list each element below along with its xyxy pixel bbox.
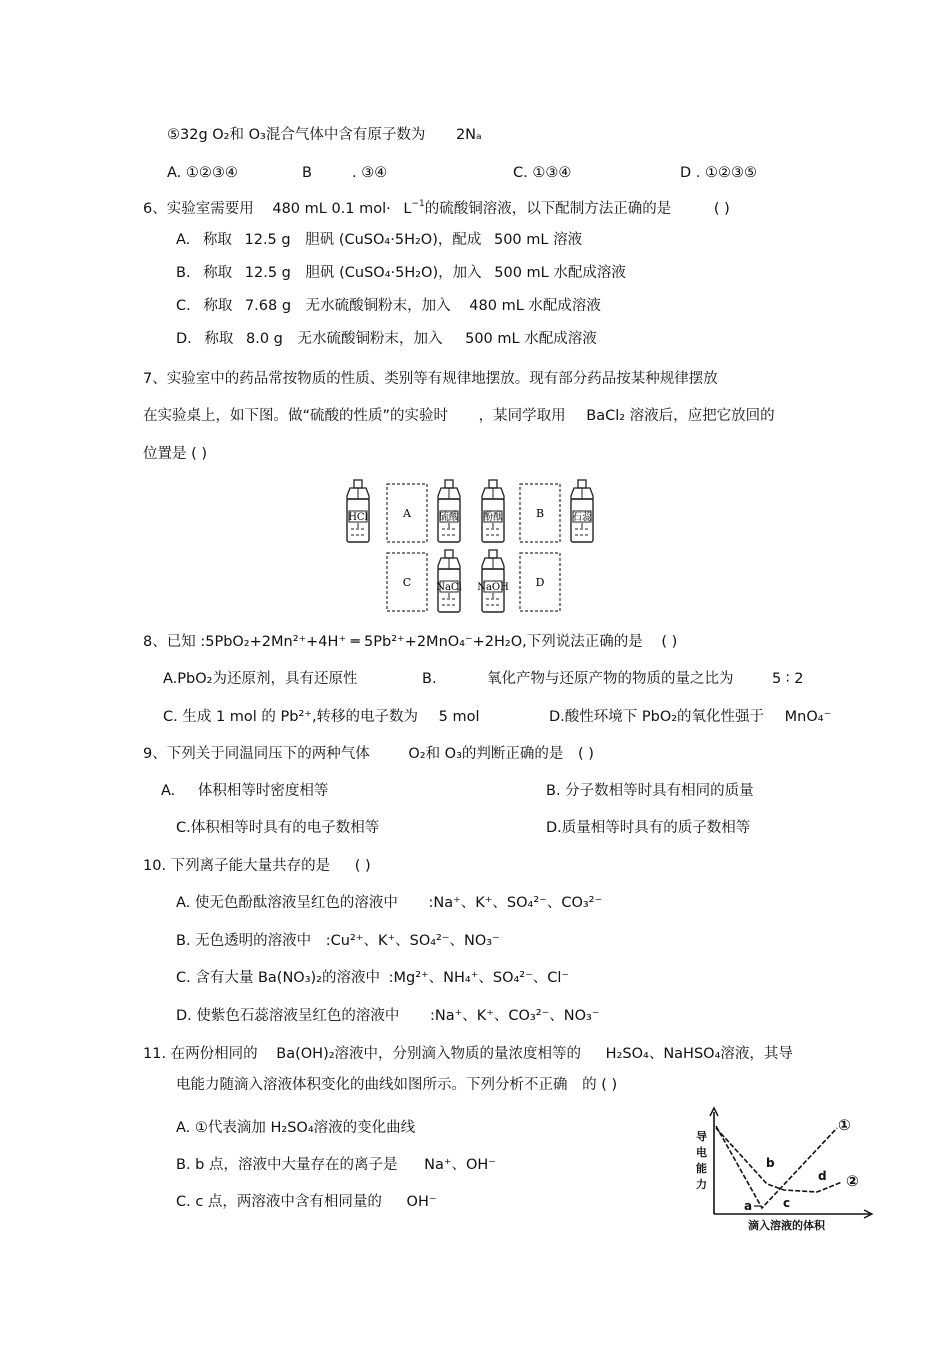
q9-stem bbox=[143, 745, 594, 763]
q6-stem-a: 6、实验室需要用 bbox=[143, 201, 254, 217]
q6-c-mass: 7.68 g bbox=[244, 298, 292, 314]
q6-d-desc: 无水硫酸铜粉末，加入 bbox=[297, 331, 443, 347]
q10-d-ions: :Na⁺、K⁺、CO₃²⁻、NO₃⁻ bbox=[430, 1008, 600, 1024]
point-c-label: c bbox=[783, 1196, 791, 1210]
q7-bottle-figure bbox=[340, 470, 605, 620]
q8-option-c-tail: 5 mol bbox=[438, 709, 480, 725]
q11-line2-text: 电能力随滴入溶液体积变化的曲线如图所示。下列分析不正确 bbox=[176, 1077, 568, 1093]
bottle-nacl bbox=[436, 550, 462, 612]
q5-option-d[interactable]: D . ①②③⑤ bbox=[680, 165, 757, 181]
q9-option-b[interactable]: B. 分子数相等时具有相同的质量 bbox=[546, 783, 754, 799]
q6-b-verb: 称取 bbox=[203, 265, 233, 281]
q8-option-a[interactable]: A.PbO₂为还原剂，具有还原性 bbox=[163, 671, 358, 687]
q11-c-tail: OH⁻ bbox=[406, 1194, 437, 1210]
bottle-nacl-label: NaCl bbox=[436, 582, 462, 593]
q6-b-volume: 500 mL 水配成溶液 bbox=[494, 265, 626, 281]
q10-b-ions: :Cu²⁺、K⁺、SO₄²⁻、NO₃⁻ bbox=[325, 933, 500, 949]
q7-line2-a: 在实验桌上，如下图。做“硫酸的性质”的实验时 bbox=[143, 408, 449, 424]
q10-c-text: C. 含有大量 Ba(NO₃)₂的溶液中 bbox=[176, 970, 380, 986]
curve-1-label: ① bbox=[838, 1116, 851, 1134]
bottle-phenolphthalein bbox=[482, 480, 504, 542]
q10-option-b[interactable] bbox=[176, 932, 500, 950]
q6-d-volume: 500 mL 水配成溶液 bbox=[465, 331, 597, 347]
curve-1 bbox=[716, 1126, 837, 1208]
q6-a-mass: 12.5 g bbox=[244, 232, 291, 248]
q10-answer-paren: ( ) bbox=[354, 858, 371, 874]
slot-b-label: B bbox=[535, 507, 545, 520]
q7-stem-line2 bbox=[143, 407, 775, 425]
q9-stem-a: 9、下列关于同温同压下的两种气体 bbox=[143, 746, 370, 762]
q7-stem-line1: 7、实验室中的药品常按物质的性质、类别等有规律地摆放。现有部分药品按某种规律摆放 bbox=[143, 371, 718, 387]
q10-stem bbox=[143, 857, 371, 875]
q10-d-text: D. 使紫色石蕊溶液呈红色的溶液中 bbox=[176, 1008, 400, 1024]
q6-b-mass: 12.5 g bbox=[244, 265, 291, 281]
q6-a-label: A. bbox=[176, 232, 191, 248]
bottle-hcl-label: HCl bbox=[348, 512, 368, 523]
q8-option-c-text: C. 生成 1 mol 的 Pb²⁺,转移的电子数为 bbox=[163, 709, 419, 725]
q5-statement-text: ⑤32g O₂和 O₃混合气体中含有原子数为 bbox=[167, 127, 426, 143]
q10-b-text: B. 无色透明的溶液中 bbox=[176, 933, 312, 949]
q11-stem-a: 11. 在两份相同的 bbox=[143, 1046, 258, 1062]
q8-option-d-tail: MnO₄⁻ bbox=[784, 709, 832, 725]
point-a-label: a bbox=[744, 1199, 753, 1213]
q8-answer-paren: ( ) bbox=[661, 634, 678, 650]
q11-stem-line1 bbox=[143, 1045, 793, 1063]
q5-statement-tail: 2Nₐ bbox=[455, 127, 482, 143]
slot-c-label: C bbox=[402, 576, 412, 589]
q6-option-c[interactable] bbox=[176, 297, 601, 315]
q6-stem-b: 480 mL 0.1 mol· bbox=[272, 201, 391, 217]
q8-option-d-text: D.酸性环境下 PbO₂的氧化性强于 bbox=[549, 709, 765, 725]
q6-option-d[interactable] bbox=[176, 330, 597, 348]
q6-b-desc: 胆矾 (CuSO₄·5H₂O)，加入 bbox=[305, 265, 482, 281]
q9-option-a[interactable] bbox=[161, 782, 328, 800]
q10-stem-text: 10. 下列离子能大量共存的是 bbox=[143, 858, 331, 874]
y-label-char-4: 力 bbox=[696, 1178, 707, 1191]
bottle-hcl bbox=[347, 480, 369, 542]
q8-option-d[interactable] bbox=[549, 708, 831, 726]
q10-option-a[interactable] bbox=[176, 894, 602, 912]
q11-stem-line2 bbox=[176, 1076, 617, 1094]
q6-a-verb: 称取 bbox=[202, 232, 232, 248]
q11-b-text: B. b 点，溶液中大量存在的离子是 bbox=[176, 1157, 398, 1173]
q7-stem-line3: 位置是 ( ) bbox=[143, 446, 208, 462]
q9-a-text: 体积相等时密度相等 bbox=[197, 783, 329, 799]
q6-c-desc: 无水硫酸铜粉末，加入 bbox=[305, 298, 451, 314]
q6-a-desc: 胆矾 (CuSO₄·5H₂O)，配成 bbox=[305, 232, 482, 248]
q8-option-b[interactable]: 氧化产物与还原产物的物质的量之比为 bbox=[487, 671, 734, 687]
q10-a-ions: :Na⁺、K⁺、SO₄²⁻、CO₃²⁻ bbox=[428, 895, 603, 911]
q10-option-c[interactable] bbox=[176, 969, 569, 987]
q8-stem bbox=[143, 633, 677, 651]
q5-option-b-label[interactable]: B bbox=[302, 165, 312, 181]
q8-option-b-label[interactable]: B. bbox=[422, 671, 437, 687]
y-label-char-2: 电 bbox=[696, 1146, 707, 1159]
q6-d-label: D. bbox=[176, 331, 192, 347]
q6-stem-d: 的硫酸铜溶液，以下配制方法正确的是 bbox=[424, 201, 672, 217]
bottle-litmus-label: 石蕊 bbox=[572, 512, 592, 523]
q9-a-label: A. bbox=[161, 783, 176, 799]
q6-d-verb: 称取 bbox=[204, 331, 234, 347]
q6-option-a[interactable] bbox=[176, 231, 582, 249]
slot-a-label: A bbox=[403, 507, 411, 520]
bottle-litmus bbox=[571, 480, 593, 542]
q7-line2-b: ，某同学取用 bbox=[478, 408, 566, 424]
q11-line2-end: 的 ( ) bbox=[582, 1077, 618, 1093]
curve-2-label: ② bbox=[846, 1172, 859, 1190]
q6-answer-paren: ( ) bbox=[713, 201, 730, 217]
bottle-sulfuric-acid-label: 硫酸 bbox=[439, 512, 459, 523]
q11-b-ions: Na⁺、OH⁻ bbox=[424, 1157, 496, 1173]
q8-option-b-ratio: 5 ∶ 2 bbox=[772, 671, 804, 687]
q11-c-text: C. c 点，两溶液中含有相同量的 bbox=[176, 1194, 382, 1210]
q6-b-label: B. bbox=[176, 265, 191, 281]
q9-option-c[interactable]: C.体积相等时具有的电子数相等 bbox=[176, 820, 380, 836]
q11-option-a[interactable]: A. ①代表滴加 H₂SO₄溶液的变化曲线 bbox=[176, 1120, 416, 1136]
q5-statement-5 bbox=[167, 126, 482, 144]
q11-conductivity-graph bbox=[692, 1104, 882, 1234]
q8-stem-text: 8、已知 :5PbO₂+2Mn²⁺+4H⁺ ═ 5Pb²⁺+2MnO₄⁻+2H₂O,下列说法正确的是 bbox=[143, 634, 643, 650]
bottle-phenolphthalein-label: 酚酞 bbox=[483, 512, 503, 523]
q7-line2-c: BaCl₂ 溶液后，应把它放回的 bbox=[586, 408, 775, 424]
bottle-sulfuric-acid bbox=[438, 480, 460, 542]
y-label-char-1: 导 bbox=[696, 1130, 707, 1143]
q5-option-a[interactable]: A. ①②③④ bbox=[167, 165, 238, 181]
q9-stem-b: O₂和 O₃的判断正确的是 bbox=[408, 746, 564, 762]
q6-stem-c: L bbox=[403, 201, 412, 217]
q6-option-b[interactable] bbox=[176, 264, 626, 282]
bottle-naoh bbox=[477, 550, 509, 612]
q10-c-ions: :Mg²⁺、NH₄⁺、SO₄²⁻、Cl⁻ bbox=[388, 970, 570, 986]
q5-option-c[interactable]: C. ①③④ bbox=[513, 165, 572, 181]
q6-c-verb: 称取 bbox=[203, 298, 233, 314]
slot-d-label: D bbox=[535, 576, 545, 589]
q9-option-d[interactable]: D.质量相等时具有的质子数相等 bbox=[546, 820, 751, 836]
q6-c-volume: 480 mL 水配成溶液 bbox=[469, 298, 601, 314]
bottle-naoh-label: NaOH bbox=[477, 582, 509, 593]
q11-stem-b: Ba(OH)₂溶液中，分别滴入物质的量浓度相等的 bbox=[276, 1046, 582, 1062]
q10-option-d[interactable] bbox=[176, 1007, 599, 1025]
q5-option-b-text[interactable]: . ③④ bbox=[352, 165, 388, 181]
q6-c-label: C. bbox=[176, 298, 191, 314]
y-label-char-3: 能 bbox=[696, 1162, 707, 1175]
q6-stem bbox=[143, 200, 730, 220]
q6-d-mass: 8.0 g bbox=[246, 331, 283, 347]
q6-a-volume: 500 mL 溶液 bbox=[493, 232, 583, 248]
x-label: 滴入溶液的体积 bbox=[748, 1219, 825, 1232]
point-d-label: d bbox=[818, 1169, 827, 1183]
q11-option-b[interactable] bbox=[176, 1156, 496, 1174]
q11-option-c[interactable] bbox=[176, 1193, 437, 1211]
point-b-label: b bbox=[766, 1156, 775, 1170]
q9-answer-paren: ( ) bbox=[578, 746, 594, 762]
q11-stem-c: H₂SO₄、NaHSO₄溶液，其导 bbox=[605, 1046, 793, 1062]
q10-a-text: A. 使无色酚酞溶液呈红色的溶液中 bbox=[176, 895, 398, 911]
q8-option-c[interactable] bbox=[163, 708, 480, 726]
q6-stem-exponent: −1 bbox=[411, 199, 425, 209]
